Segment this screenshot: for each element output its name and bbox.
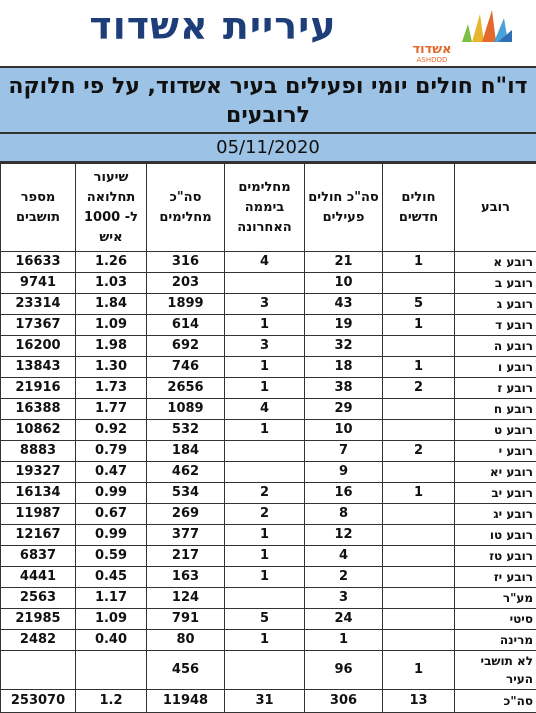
active-total-cell: 10 xyxy=(305,420,383,441)
recovered-total-cell: 456 xyxy=(147,651,225,690)
table-row xyxy=(1,483,536,504)
rate-cell: 1.26 xyxy=(76,252,147,273)
new-patients-cell xyxy=(383,399,455,420)
population-cell xyxy=(1,651,76,690)
district-cell: רובע ב xyxy=(455,273,536,294)
population-cell: 21985 xyxy=(1,609,76,630)
recovered-total-cell: 462 xyxy=(147,462,225,483)
recovered-total-cell: 2656 xyxy=(147,378,225,399)
rate-cell: 0.59 xyxy=(76,546,147,567)
district-cell: רובע יב xyxy=(455,483,536,504)
table-total-row xyxy=(1,690,536,713)
recovered-total-cell: 1899 xyxy=(147,294,225,315)
new-patients-cell xyxy=(383,504,455,525)
active-total-cell: 3 xyxy=(305,588,383,609)
district-cell: רובע ד xyxy=(455,315,536,336)
district-cell: רובע ח xyxy=(455,399,536,420)
recovered-total-cell: 217 xyxy=(147,546,225,567)
new-patients-cell: 1 xyxy=(383,651,455,690)
active-total-cell: 12 xyxy=(305,525,383,546)
recovered-24h-cell xyxy=(225,588,305,609)
header xyxy=(0,0,536,68)
population-cell: 16134 xyxy=(1,483,76,504)
recovered-total-cell: 534 xyxy=(147,483,225,504)
active-total-cell: 306 xyxy=(305,690,383,713)
district-cell: רובע טז xyxy=(455,546,536,567)
table-row xyxy=(1,357,536,378)
recovered-24h-cell: 1 xyxy=(225,567,305,588)
table-row xyxy=(1,441,536,462)
recovered-24h-cell: 1 xyxy=(225,420,305,441)
new-patients-cell xyxy=(383,609,455,630)
active-total-cell: 16 xyxy=(305,483,383,504)
rate-cell: 1.84 xyxy=(76,294,147,315)
district-cell: רובע יא xyxy=(455,462,536,483)
table-row xyxy=(1,546,536,567)
population-cell: 2482 xyxy=(1,630,76,651)
new-patients-cell: 1 xyxy=(383,357,455,378)
recovered-total-cell: 203 xyxy=(147,273,225,294)
new-patients-cell: 1 xyxy=(383,252,455,273)
active-total-cell: 43 xyxy=(305,294,383,315)
active-total-cell: 8 xyxy=(305,504,383,525)
district-cell: רובע י xyxy=(455,441,536,462)
recovered-24h-cell: 2 xyxy=(225,504,305,525)
active-total-cell: 18 xyxy=(305,357,383,378)
recovered-total-cell: 532 xyxy=(147,420,225,441)
recovered-total-cell: 614 xyxy=(147,315,225,336)
recovered-24h-cell: 4 xyxy=(225,252,305,273)
rate-cell: 0.92 xyxy=(76,420,147,441)
table-body xyxy=(1,252,536,713)
recovered-24h-cell: 5 xyxy=(225,609,305,630)
active-total-cell: 19 xyxy=(305,315,383,336)
population-cell: 253070 xyxy=(1,690,76,713)
recovered-24h-cell: 1 xyxy=(225,357,305,378)
recovered-total-cell: 124 xyxy=(147,588,225,609)
recovered-total-cell: 80 xyxy=(147,630,225,651)
population-cell: 13843 xyxy=(1,357,76,378)
population-cell: 16388 xyxy=(1,399,76,420)
population-cell: 19327 xyxy=(1,462,76,483)
district-cell: לא תושבי העיר xyxy=(455,651,536,690)
recovered-24h-cell: 1 xyxy=(225,315,305,336)
population-cell: 12167 xyxy=(1,525,76,546)
recovered-total-cell: 11948 xyxy=(147,690,225,713)
city-title: עיריית אשדוד xyxy=(0,4,426,48)
recovered-24h-cell: 1 xyxy=(225,378,305,399)
rate-cell: 1.09 xyxy=(76,609,147,630)
active-total-cell: 9 xyxy=(305,462,383,483)
rate-cell: 0.40 xyxy=(76,630,147,651)
population-cell: 11987 xyxy=(1,504,76,525)
rate-cell: 0.99 xyxy=(76,483,147,504)
rate-cell: 0.79 xyxy=(76,441,147,462)
active-total-cell: 1 xyxy=(305,630,383,651)
rate-cell: 1.77 xyxy=(76,399,147,420)
district-cell: סיטי xyxy=(455,609,536,630)
table-row xyxy=(1,651,536,690)
new-patients-cell: 2 xyxy=(383,441,455,462)
recovered-total-cell: 269 xyxy=(147,504,225,525)
active-total-cell: 7 xyxy=(305,441,383,462)
new-patients-cell: 1 xyxy=(383,315,455,336)
population-cell: 4441 xyxy=(1,567,76,588)
district-cell: רובע ו xyxy=(455,357,536,378)
district-cell: מע"ר xyxy=(455,588,536,609)
col-header-recovered-total: סה"כ מחלימים xyxy=(147,164,225,252)
col-header-new-patients: חולים חדשים xyxy=(383,164,455,252)
table-row xyxy=(1,420,536,441)
active-total-cell: 4 xyxy=(305,546,383,567)
rate-cell: 0.47 xyxy=(76,462,147,483)
report-title: דו"ח חולים יומי ופעילים בעיר אשדוד, על פי חלוקה לרובעים xyxy=(6,72,530,130)
table-row xyxy=(1,315,536,336)
rate-cell xyxy=(76,651,147,690)
recovered-24h-cell: 31 xyxy=(225,690,305,713)
active-total-cell: 24 xyxy=(305,609,383,630)
new-patients-cell xyxy=(383,525,455,546)
recovered-total-cell: 184 xyxy=(147,441,225,462)
recovered-total-cell: 163 xyxy=(147,567,225,588)
new-patients-cell xyxy=(383,546,455,567)
active-total-cell: 21 xyxy=(305,252,383,273)
population-cell: 10862 xyxy=(1,420,76,441)
new-patients-cell xyxy=(383,462,455,483)
recovered-24h-cell: 2 xyxy=(225,483,305,504)
recovered-24h-cell: 1 xyxy=(225,546,305,567)
table-row xyxy=(1,609,536,630)
population-cell: 8883 xyxy=(1,441,76,462)
population-cell: 21916 xyxy=(1,378,76,399)
report-banner xyxy=(0,68,536,134)
district-cell: רובע ט xyxy=(455,420,536,441)
active-total-cell: 2 xyxy=(305,567,383,588)
new-patients-cell xyxy=(383,630,455,651)
recovered-24h-cell xyxy=(225,651,305,690)
districts-table xyxy=(0,163,536,713)
active-total-cell: 96 xyxy=(305,651,383,690)
district-cell: סה"כ xyxy=(455,690,536,713)
table-row xyxy=(1,378,536,399)
logo-subtext: ASHDOD xyxy=(404,56,460,64)
new-patients-cell: 5 xyxy=(383,294,455,315)
population-cell: 2563 xyxy=(1,588,76,609)
report-date: 05/11/2020 xyxy=(0,134,536,163)
recovered-24h-cell: 3 xyxy=(225,294,305,315)
new-patients-cell xyxy=(383,273,455,294)
rate-cell: 1.09 xyxy=(76,315,147,336)
rate-cell: 1.98 xyxy=(76,336,147,357)
table-row xyxy=(1,504,536,525)
new-patients-cell xyxy=(383,567,455,588)
district-cell: רובע א xyxy=(455,252,536,273)
rate-cell: 1.2 xyxy=(76,690,147,713)
table-row xyxy=(1,525,536,546)
recovered-24h-cell xyxy=(225,273,305,294)
rate-cell: 1.73 xyxy=(76,378,147,399)
rate-cell: 1.30 xyxy=(76,357,147,378)
district-cell: רובע טו xyxy=(455,525,536,546)
new-patients-cell: 1 xyxy=(383,483,455,504)
district-cell: רובע ז xyxy=(455,378,536,399)
recovered-total-cell: 692 xyxy=(147,336,225,357)
district-cell: רובע יג xyxy=(455,504,536,525)
table-row xyxy=(1,630,536,651)
recovered-24h-cell: 3 xyxy=(225,336,305,357)
district-cell: רובע ג xyxy=(455,294,536,315)
population-cell: 16633 xyxy=(1,252,76,273)
logo-text: אשדוד xyxy=(402,42,462,57)
col-header-district: רובע xyxy=(455,164,536,252)
new-patients-cell: 2 xyxy=(383,378,455,399)
population-cell: 9741 xyxy=(1,273,76,294)
table-row xyxy=(1,462,536,483)
table-row xyxy=(1,588,536,609)
active-total-cell: 29 xyxy=(305,399,383,420)
table-row xyxy=(1,567,536,588)
active-total-cell: 38 xyxy=(305,378,383,399)
rate-cell: 0.99 xyxy=(76,525,147,546)
recovered-24h-cell: 1 xyxy=(225,630,305,651)
district-cell: מרינה xyxy=(455,630,536,651)
recovered-total-cell: 316 xyxy=(147,252,225,273)
population-cell: 16200 xyxy=(1,336,76,357)
population-cell: 6837 xyxy=(1,546,76,567)
district-cell: רובע יז xyxy=(455,567,536,588)
table-row xyxy=(1,336,536,357)
recovered-total-cell: 791 xyxy=(147,609,225,630)
new-patients-cell xyxy=(383,336,455,357)
recovered-24h-cell xyxy=(225,441,305,462)
table-row xyxy=(1,252,536,273)
table-row xyxy=(1,273,536,294)
district-cell: רובע ה xyxy=(455,336,536,357)
recovered-24h-cell: 1 xyxy=(225,525,305,546)
population-cell: 23314 xyxy=(1,294,76,315)
recovered-24h-cell: 4 xyxy=(225,399,305,420)
table-row xyxy=(1,294,536,315)
population-cell: 17367 xyxy=(1,315,76,336)
recovered-total-cell: 377 xyxy=(147,525,225,546)
table-row xyxy=(1,399,536,420)
active-total-cell: 32 xyxy=(305,336,383,357)
recovered-total-cell: 746 xyxy=(147,357,225,378)
rate-cell: 0.67 xyxy=(76,504,147,525)
col-header-recovered-24h: מחלימים ביממה האחרונה xyxy=(225,164,305,252)
active-total-cell: 10 xyxy=(305,273,383,294)
col-header-rate: שיעור תחלואה ל- 1000 איש xyxy=(76,164,147,252)
table-header-row xyxy=(1,164,536,252)
col-header-active-total: סה"כ חולים פעילים xyxy=(305,164,383,252)
rate-cell: 0.45 xyxy=(76,567,147,588)
new-patients-cell xyxy=(383,420,455,441)
rate-cell: 1.17 xyxy=(76,588,147,609)
new-patients-cell xyxy=(383,588,455,609)
new-patients-cell: 13 xyxy=(383,690,455,713)
rate-cell: 1.03 xyxy=(76,273,147,294)
col-header-population: מספר תושבים xyxy=(1,164,76,252)
recovered-total-cell: 1089 xyxy=(147,399,225,420)
recovered-24h-cell xyxy=(225,462,305,483)
